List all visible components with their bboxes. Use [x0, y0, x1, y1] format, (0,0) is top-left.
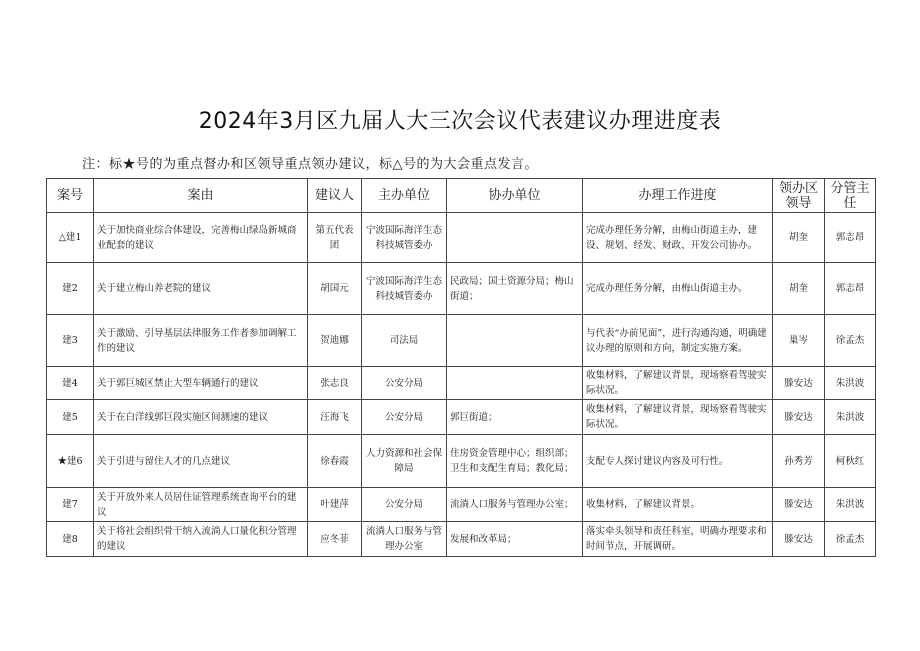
header-leader: 领办区领导: [773, 179, 825, 213]
header-case-no: 案号: [47, 179, 94, 213]
cell-subject: 关于将社会组织骨干纳入流淌人口量化积分管理的建议: [94, 522, 308, 557]
cell-subject: 关于激励、引导基层法律服务工作者参加调解工作的建议: [94, 315, 308, 367]
cell-progress: 收集材料，了解建议背景。: [583, 488, 773, 522]
header-director: 分管主任: [825, 179, 876, 213]
progress-table: [46, 178, 876, 557]
header-row: [47, 179, 876, 213]
cell-lead-unit: 司法局: [362, 315, 447, 367]
cell-leader: 滕安达: [773, 367, 825, 400]
cell-lead-unit: 宁波国际海洋生态科技城管委办: [362, 213, 447, 263]
header-assist-unit: 协办单位: [447, 179, 583, 213]
table-row: [47, 435, 876, 488]
cell-progress: 收集材料，了解建议背景，现场察看驾驶实际状况。: [583, 400, 773, 435]
table-row: [47, 213, 876, 263]
cell-proposer: 胡国元: [308, 263, 362, 315]
header-lead-unit: 主办单位: [362, 179, 447, 213]
cell-assist-unit: 住房资金管理中心；组织部；卫生和支配生育局；教化局；: [447, 435, 583, 488]
cell-director: 徐孟杰: [825, 522, 876, 557]
cell-assist-unit: [447, 367, 583, 400]
cell-assist-unit: 发展和改革局；: [447, 522, 583, 557]
cell-assist-unit: [447, 315, 583, 367]
cell-director: 柯秋红: [825, 435, 876, 488]
cell-director: 朱洪波: [825, 400, 876, 435]
cell-director: 郭志昂: [825, 213, 876, 263]
cell-subject: 关于郭巨城区禁止大型车辆通行的建议: [94, 367, 308, 400]
cell-progress: 支配专人探讨建议内容及可行性。: [583, 435, 773, 488]
cell-director: 郭志昂: [825, 263, 876, 315]
cell-case-no: 建3: [47, 315, 94, 367]
cell-progress: 落实牵头领导和责任科室，明确办理要求和时间节点，开展调研。: [583, 522, 773, 557]
cell-lead-unit: 宁波国际海洋生态科技城管委办: [362, 263, 447, 315]
cell-leader: 滕安达: [773, 522, 825, 557]
cell-proposer: 张志良: [308, 367, 362, 400]
cell-lead-unit: 流淌人口服务与管理办公室: [362, 522, 447, 557]
cell-director: 朱洪波: [825, 367, 876, 400]
cell-case-no: 建8: [47, 522, 94, 557]
cell-case-no: 建5: [47, 400, 94, 435]
cell-assist-unit: 郭巨街道；: [447, 400, 583, 435]
cell-director: 徐孟杰: [825, 315, 876, 367]
cell-proposer: 贺迪娜: [308, 315, 362, 367]
cell-subject: 关于开放外来人员居住证管理系统查询平台的建议: [94, 488, 308, 522]
cell-leader: 胡奎: [773, 263, 825, 315]
cell-leader: 滕安达: [773, 400, 825, 435]
cell-subject: 关于加快商业综合体建设，完善梅山绿岛新城商业配套的建议: [94, 213, 308, 263]
cell-case-no: 建7: [47, 488, 94, 522]
cell-case-no: △建1: [47, 213, 94, 263]
header-proposer: 建议人: [308, 179, 362, 213]
cell-case-no: 建2: [47, 263, 94, 315]
cell-assist-unit: [447, 213, 583, 263]
cell-leader: 巢岑: [773, 315, 825, 367]
table-row: [47, 488, 876, 522]
header-progress: 办理工作进度: [583, 179, 773, 213]
cell-progress: 与代表“办前见面”，进行沟通沟通，明确建议办理的原则和方向，制定实施方案。: [583, 315, 773, 367]
cell-proposer: 应冬菲: [308, 522, 362, 557]
cell-proposer: 汪海飞: [308, 400, 362, 435]
cell-subject: 关于建立梅山养老院的建议: [94, 263, 308, 315]
cell-subject: 关于引进与留住人才的几点建议: [94, 435, 308, 488]
cell-proposer: 叶建萍: [308, 488, 362, 522]
table-note: 注：标★号的为重点督办和区领导重点领办建议，标△号的为大会重点发言。: [82, 157, 538, 172]
table-row: [47, 522, 876, 557]
cell-proposer: 第五代表团: [308, 213, 362, 263]
cell-lead-unit: 人力资源和社会保障局: [362, 435, 447, 488]
cell-director: 朱洪波: [825, 488, 876, 522]
cell-progress: 收集材料，了解建议背景，现场察看驾驶实际状况。: [583, 367, 773, 400]
cell-assist-unit: 民政局；国土资源分局；梅山街道；: [447, 263, 583, 315]
cell-leader: 滕安达: [773, 488, 825, 522]
cell-lead-unit: 公安分局: [362, 488, 447, 522]
page-title: 2024年3月区九届人大三次会议代表建议办理进度表: [198, 109, 722, 134]
cell-lead-unit: 公安分局: [362, 367, 447, 400]
table-row: [47, 400, 876, 435]
table-row: [47, 367, 876, 400]
table-row: [47, 315, 876, 367]
cell-progress: 完成办理任务分解，由梅山街道主办。: [583, 263, 773, 315]
cell-lead-unit: 公安分局: [362, 400, 447, 435]
cell-leader: 胡奎: [773, 213, 825, 263]
cell-case-no: ★建6: [47, 435, 94, 488]
cell-progress: 完成办理任务分解，由梅山街道主办，建设、规划、经发、财政、开发公司协办。: [583, 213, 773, 263]
cell-assist-unit: 流淌人口服务与管理办公室；: [447, 488, 583, 522]
cell-proposer: 徐春霞: [308, 435, 362, 488]
header-subject: 案由: [94, 179, 308, 213]
table-row: [47, 263, 876, 315]
cell-subject: 关于在白洋线郭巨段实施区间测速的建议: [94, 400, 308, 435]
cell-leader: 孙秀芳: [773, 435, 825, 488]
cell-case-no: 建4: [47, 367, 94, 400]
